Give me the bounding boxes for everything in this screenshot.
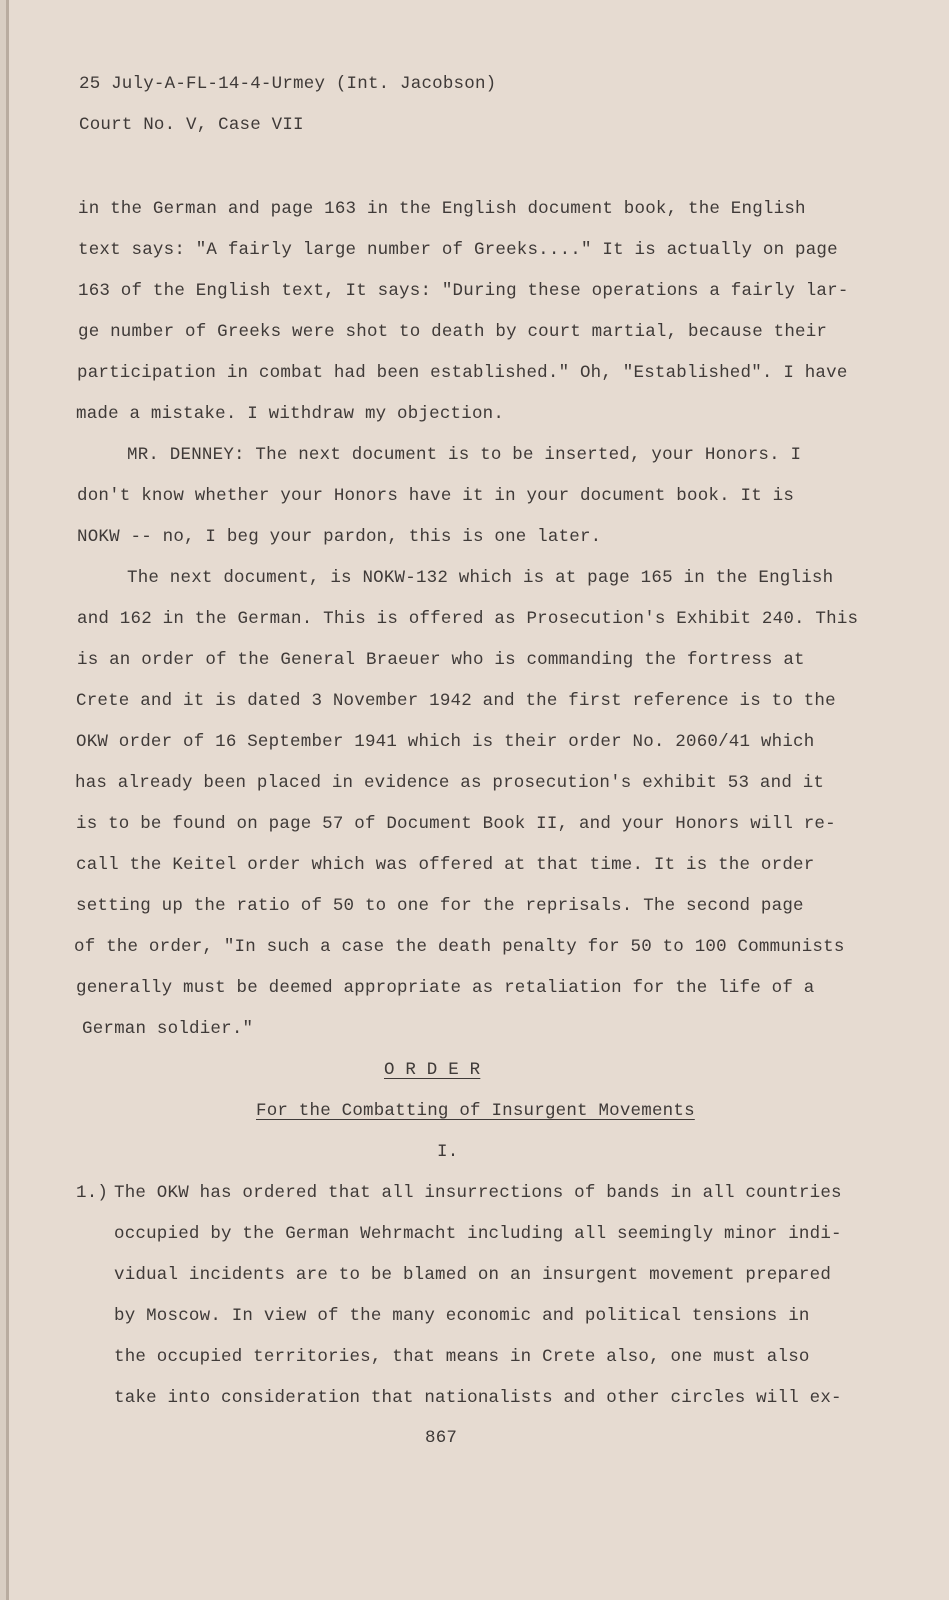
order-item-line: the occupied territories, that means in Crete also, one must also: [114, 1347, 810, 1367]
header-line-2: Court No. V, Case VII: [79, 115, 304, 135]
body-line: Crete and it is dated 3 November 1942 and the first reference is to the: [76, 691, 836, 711]
body-line: MR. DENNEY: The next document is to be inserted, your Honors. I: [127, 445, 802, 465]
body-line: ge number of Greeks were shot to death by court martial, because their: [78, 322, 828, 342]
order-section-number: I.: [437, 1142, 459, 1162]
body-line: text says: "A fairly large number of Greeks...." It is actually on page: [78, 240, 838, 260]
body-line: and 162 in the German. This is offered as Prosecution's Exhibit 240. This: [77, 609, 859, 629]
order-title: O R D E R: [384, 1060, 481, 1080]
body-line: NOKW -- no, I beg your pardon, this is one later.: [77, 527, 602, 547]
order-subtitle: For the Combatting of Insurgent Movements: [256, 1101, 695, 1121]
body-line: setting up the ratio of 50 to one for the reprisals. The second page: [76, 896, 804, 916]
order-item-line: by Moscow. In view of the many economic and political tensions in: [114, 1306, 810, 1326]
body-line: don't know whether your Honors have it in your document book. It is: [77, 486, 795, 506]
body-line: call the Keitel order which was offered at that time. It is the order: [76, 855, 815, 875]
body-line: 163 of the English text, It says: "During these operations a fairly lar-: [78, 281, 849, 301]
document-page: [6, 0, 949, 1600]
order-item-line: occupied by the German Wehrmacht including all seemingly minor indi-: [114, 1224, 842, 1244]
order-item-line: vidual incidents are to be blamed on an insurgent movement prepared: [114, 1265, 832, 1285]
body-line: generally must be deemed appropriate as retaliation for the life of a: [76, 978, 815, 998]
order-item-number: 1.): [76, 1183, 109, 1203]
body-line: of the order, "In such a case the death penalty for 50 to 100 Communists: [74, 937, 845, 957]
order-item-line: The OKW has ordered that all insurrections of bands in all countries: [114, 1183, 842, 1203]
order-item-line: take into consideration that nationalists and other circles will ex-: [114, 1388, 842, 1408]
body-line: OKW order of 16 September 1941 which is their order No. 2060/41 which: [76, 732, 815, 752]
body-line: The next document, is NOKW-132 which is at page 165 in the English: [127, 568, 834, 588]
page-number: 867: [425, 1428, 458, 1448]
header-line-1: 25 July-A-FL-14-4-Urmey (Int. Jacobson): [79, 74, 497, 94]
body-line: participation in combat had been established." Oh, "Established". I have: [77, 363, 848, 383]
body-line: in the German and page 163 in the English document book, the English: [78, 199, 806, 219]
body-line: is an order of the General Braeuer who is commanding the fortress at: [77, 650, 805, 670]
body-line: German soldier.": [82, 1019, 254, 1039]
body-line: made a mistake. I withdraw my objection.: [76, 404, 505, 424]
body-line: has already been placed in evidence as prosecution's exhibit 53 and it: [75, 773, 825, 793]
body-line: is to be found on page 57 of Document Book II, and your Honors will re-: [76, 814, 836, 834]
